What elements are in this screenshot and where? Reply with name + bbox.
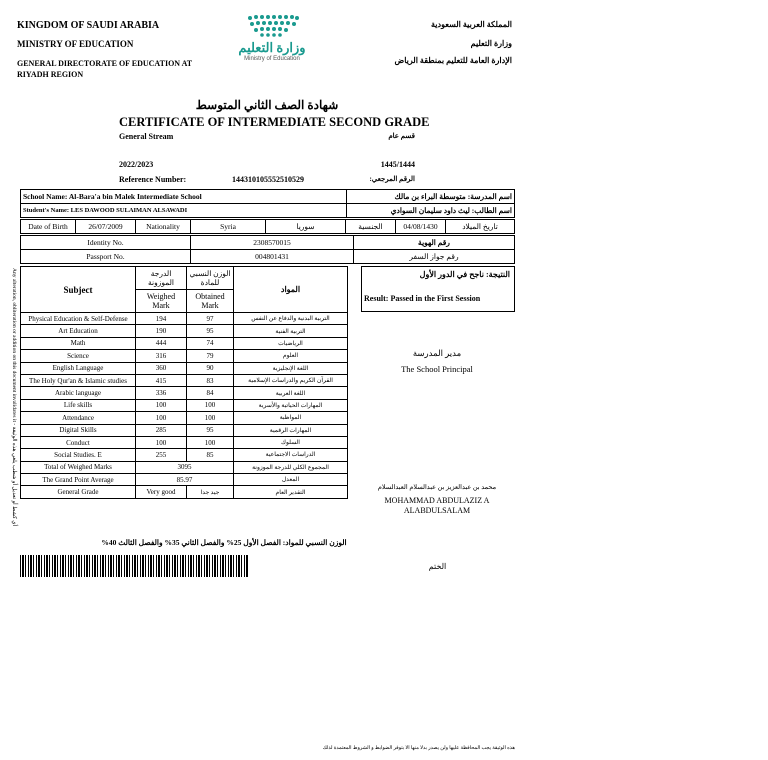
obtained-mark: 83 [187, 374, 234, 386]
general-grade-en: Very good [136, 486, 187, 498]
header-directorate-ar: الإدارة العامة للتعليم بمنطقة الرياض [394, 56, 512, 65]
side-note-text: Any alteration, obliteration or addition on this document invalidates it - أي كشط أو تعديل أو شطب يلغي هذه الوثيقة [11, 268, 17, 527]
subject-ar: السلوك [234, 436, 348, 448]
average-row [21, 474, 348, 486]
average-value: 85.97 [136, 474, 234, 486]
passport-label: Passport No. [21, 250, 191, 264]
header-ministry-ar: وزارة التعليم [470, 39, 512, 48]
obtained-mark: 79 [187, 350, 234, 362]
grade-row [21, 313, 348, 325]
average-label-ar: المعدل [234, 474, 348, 486]
obtained-mark: 85 [187, 449, 234, 461]
header-kingdom-en: KINGDOM OF SAUDI ARABIA [17, 20, 160, 31]
general-grade-label-ar: التقدير العام [234, 486, 348, 498]
logo-text-ar: وزارة التعليم [238, 40, 306, 55]
ministry-logo [234, 14, 310, 74]
subject-en: Digital Skills [21, 424, 136, 436]
header-kingdom-ar: المملكة العربية السعودية [431, 20, 512, 29]
weighed-header: Weighed Mark [136, 290, 187, 313]
weighed-mark: 255 [136, 449, 187, 461]
passport-value: 004801431 [191, 250, 354, 264]
school-row [21, 190, 515, 204]
subject-ar: الرياضيات [234, 337, 348, 349]
header-directorate-en: GENERAL DIRECTORATE OF EDUCATION AT RIYADH REGION [17, 59, 192, 79]
nationality-label-ar: الجنسية [346, 220, 396, 234]
obtained-mark: 95 [187, 325, 234, 337]
weighed-mark: 100 [136, 412, 187, 424]
subject-en: Physical Education & Self-Defense [21, 313, 136, 325]
identity-table [20, 235, 515, 264]
passport-row [21, 250, 515, 264]
ratio-header-ar: الوزن النسبي للمادة [187, 267, 234, 290]
total-label-ar: المجموع الكلي للدرجة الموزونة [234, 461, 348, 473]
grades-header-ar-row [21, 267, 348, 290]
weighed-mark: 360 [136, 362, 187, 374]
weighed-mark: 100 [136, 399, 187, 411]
obtained-mark: 100 [187, 412, 234, 424]
passport-label-ar: رقم جواز السفر [354, 250, 515, 264]
subject-en: Math [21, 337, 136, 349]
grade-row [21, 399, 348, 411]
certificate-title-ar: شهادة الصف الثاني المتوسط [195, 98, 339, 112]
header-ministry-en: MINISTRY OF EDUCATION [17, 39, 134, 49]
result-en: Result: Passed in the First Session [364, 294, 481, 303]
grades-table [20, 266, 348, 499]
grade-row [21, 362, 348, 374]
obtained-mark: 95 [187, 424, 234, 436]
principal-title-ar: مدير المدرسة [412, 348, 462, 358]
student-name-ar: اسم الطالب: ليث داود سليمان السوادي [346, 204, 514, 218]
barcode [20, 555, 248, 577]
student-details-table [20, 219, 515, 234]
obtained-mark: 100 [187, 436, 234, 448]
subject-ar: العلوم [234, 350, 348, 362]
grade-row [21, 424, 348, 436]
subject-header-ar: المواد [234, 267, 348, 313]
weighed-mark: 190 [136, 325, 187, 337]
stamp-label: الختم [428, 562, 447, 571]
subject-header: Subject [21, 267, 136, 313]
subject-ar: المهارات الحياتية والأسرية [234, 399, 348, 411]
result-box [361, 266, 515, 312]
nationality-label: Nationality [136, 220, 191, 234]
ministry-logo-icon [242, 14, 302, 40]
subject-ar: المواظبة [234, 412, 348, 424]
dob-nationality-row [21, 220, 515, 234]
logo-text-en: Ministry of Education [244, 56, 300, 62]
subject-ar: التربية الفنية [234, 325, 348, 337]
school-name-en: School Name: Al-Bara'a bin Malek Intermediate School [21, 190, 347, 204]
weighed-header-ar: الدرجة الموزونة [136, 267, 187, 290]
grade-row [21, 412, 348, 424]
weighed-mark: 100 [136, 436, 187, 448]
reference-label-en: Reference Number: [119, 175, 187, 184]
obtained-mark: 74 [187, 337, 234, 349]
subject-en: Art Education [21, 325, 136, 337]
subject-en: The Holy Qur'an & Islamic studies [21, 374, 136, 386]
identity-row [21, 236, 515, 250]
principal-name-ar: محمد بن عبدالعزيز بن عبدالسلام العبدالسلام [377, 484, 497, 491]
school-name-ar: اسم المدرسة: متوسطة البراء بن مالك [346, 190, 514, 204]
dob-value: 26/07/2009 [76, 220, 136, 234]
general-grade-row [21, 486, 348, 498]
student-info-table [20, 189, 515, 218]
subject-ar: الدراسات الاجتماعية [234, 449, 348, 461]
subject-en: Attendance [21, 412, 136, 424]
dob-label-ar: تاريخ الميلاد [446, 220, 515, 234]
reference-label-ar: الرقم المرجعي: [369, 175, 415, 183]
grade-row [21, 436, 348, 448]
nationality-ar: سوريا [266, 220, 346, 234]
total-value: 3095 [136, 461, 234, 473]
obtained-mark: 100 [187, 399, 234, 411]
grade-row [21, 449, 348, 461]
weighed-mark: 336 [136, 387, 187, 399]
subject-ar: التربية البدنية والدفاع عن النفس [234, 313, 348, 325]
weights-note: الوزن النسبي للمواد: الفصل الأول 25% والفصل الثاني 35% والفصل الثالث 40% [101, 538, 347, 547]
certificate-title-en: CERTIFICATE OF INTERMEDIATE SECOND GRADE [119, 115, 430, 129]
grade-row [21, 337, 348, 349]
dob-label: Date of Birth [21, 220, 76, 234]
principal-name-en: MOHAMMAD ABDULAZIZ A ALABDULSALAM [384, 496, 490, 515]
subject-en: Social Studies. E [21, 449, 136, 461]
subject-ar: القرآن الكريم والدراسات الإسلامية [234, 374, 348, 386]
subject-en: Science [21, 350, 136, 362]
subject-ar: اللغة الإنجليزية [234, 362, 348, 374]
grade-rows [21, 313, 348, 462]
average-label: The Grand Point Average [21, 474, 136, 486]
reference-number: 144310105552510529 [232, 175, 304, 184]
identity-label: Identity No. [21, 236, 191, 250]
subject-en: Life skills [21, 399, 136, 411]
total-label: Total of Weighed Marks [21, 461, 136, 473]
weighed-mark: 194 [136, 313, 187, 325]
identity-label-ar: رقم الهوية [354, 236, 515, 250]
general-grade-ar-value: جيد جدا [187, 486, 234, 498]
obtained-mark: 84 [187, 387, 234, 399]
weighed-mark: 316 [136, 350, 187, 362]
weighed-mark: 444 [136, 337, 187, 349]
stream-en: General Stream [119, 132, 174, 141]
student-name-row [21, 204, 515, 218]
total-row [21, 461, 348, 473]
subject-en: English Language [21, 362, 136, 374]
principal-title-en: The School Principal [401, 364, 473, 374]
footer-note: هذه الوثيقة يجب المحافظة عليها ولن يصدر بدلا منها الا بتوفر الضوابط و الشروط المعتمدة لذلك [322, 746, 515, 751]
stream-ar: قسم عام [388, 132, 415, 140]
header-ar [380, 20, 512, 65]
obtained-header: Obtained Mark [187, 290, 234, 313]
weighed-mark: 415 [136, 374, 187, 386]
nationality-en: Syria [191, 220, 266, 234]
grade-row [21, 325, 348, 337]
subject-ar: اللغة العربية [234, 387, 348, 399]
identity-value: 2308570015 [191, 236, 354, 250]
grade-row [21, 374, 348, 386]
academic-year-gregorian: 2022/2023 [119, 160, 154, 169]
result-ar: النتيجة: ناجح في الدور الأول [419, 270, 510, 279]
dob-hijri: 04/08/1430 [396, 220, 446, 234]
header-en [17, 20, 217, 80]
subject-en: Arabic language [21, 387, 136, 399]
obtained-mark: 97 [187, 313, 234, 325]
general-grade-label: General Grade [21, 486, 136, 498]
grade-row [21, 387, 348, 399]
subject-ar: المهارات الرقمية [234, 424, 348, 436]
student-name-en: Student's Name: LES DAWOOD SULAIMAN ALSAWADI [21, 204, 347, 218]
obtained-mark: 90 [187, 362, 234, 374]
weighed-mark: 285 [136, 424, 187, 436]
academic-year-hijri: 1445/1444 [380, 160, 415, 169]
grade-row [21, 350, 348, 362]
subject-en: Conduct [21, 436, 136, 448]
